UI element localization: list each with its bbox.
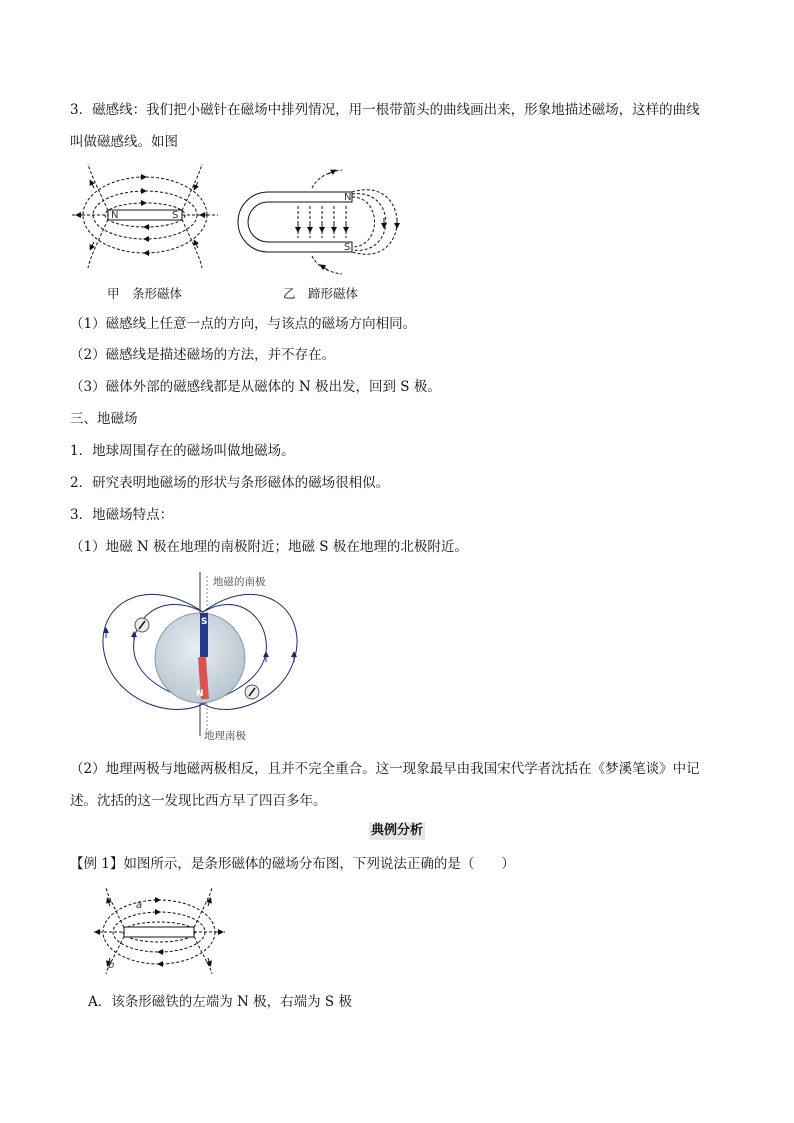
horseshoe-s-label: S [344,242,351,253]
geomagnetic-p2: 2．研究表明地磁场的形状与条形磁体的磁场很相似。 [70,475,390,491]
item-3-outside: （3）磁体外部的磁感线都是从磁体的 N 极出发，回到 S 极。 [70,379,441,395]
earth-magnetic-field-figure [100,570,300,745]
horseshoe-n-label: N [344,192,352,203]
section-heading-geomagnetic: 三、地磁场 [70,411,138,427]
bar-magnet-caption: 甲 条形磁体 [107,286,183,301]
horseshoe-magnet-caption: 乙 蹄形磁体 [283,286,359,301]
bar-n-label: N [111,210,119,221]
paragraph-magnetic-lines-1: 3．磁感线：我们把小磁针在磁场中排列情况，用一根带箭头的曲线画出来，形象地描述磁场，这样的曲线 [70,102,700,118]
example-1-question: 【例 1】如图所示，是条形磁体的磁场分布图，下列说法正确的是（ ） [70,856,515,872]
earth-label-geographic-south: 地理南极 [204,730,246,742]
horseshoe-magnet-field-figure [232,168,412,278]
bar-s-label: S [172,210,179,221]
geomagnetic-p1: 1．地球周围存在的磁场叫做地磁场。 [70,443,295,459]
earth-label-geomagnetic-south: 地磁的南极 [213,576,266,588]
geomagnetic-item2-line1: （2）地理两极与地磁两极相反，且并不完全重合。这一现象最早由我国宋代学者沈括在《梦溪笔谈》中记 [70,761,700,777]
example-point-b-label: b [108,960,115,971]
geomagnetic-item2-line2: 述。沈括的这一发现比西方早了四百多年。 [70,793,327,809]
example-bar-magnet-figure [92,886,227,976]
example-1-option-a[interactable]: A．该条形磁铁的左端为 N 极，右端为 S 极 [88,994,352,1010]
earth-magnet-n-label: N [196,689,204,699]
item-2-method: （2）磁感线是描述磁场的方法，并不存在。 [70,347,336,363]
item-1-direction: （1）磁感线上任意一点的方向，与该点的磁场方向相同。 [70,316,417,332]
bar-magnet-field-figure [70,162,220,277]
geomagnetic-item1: （1）地磁 N 极在地理的南极附近；地磁 S 极在地理的北极附近。 [70,539,468,555]
examples-heading: 典例分析 [371,823,424,838]
earth-magnet-s-label: S [201,617,208,627]
example-point-a-label: a [136,900,143,911]
paragraph-magnetic-lines-2: 叫做磁感线。如图 [70,134,178,150]
geomagnetic-p3: 3．地磁场特点： [70,507,174,523]
